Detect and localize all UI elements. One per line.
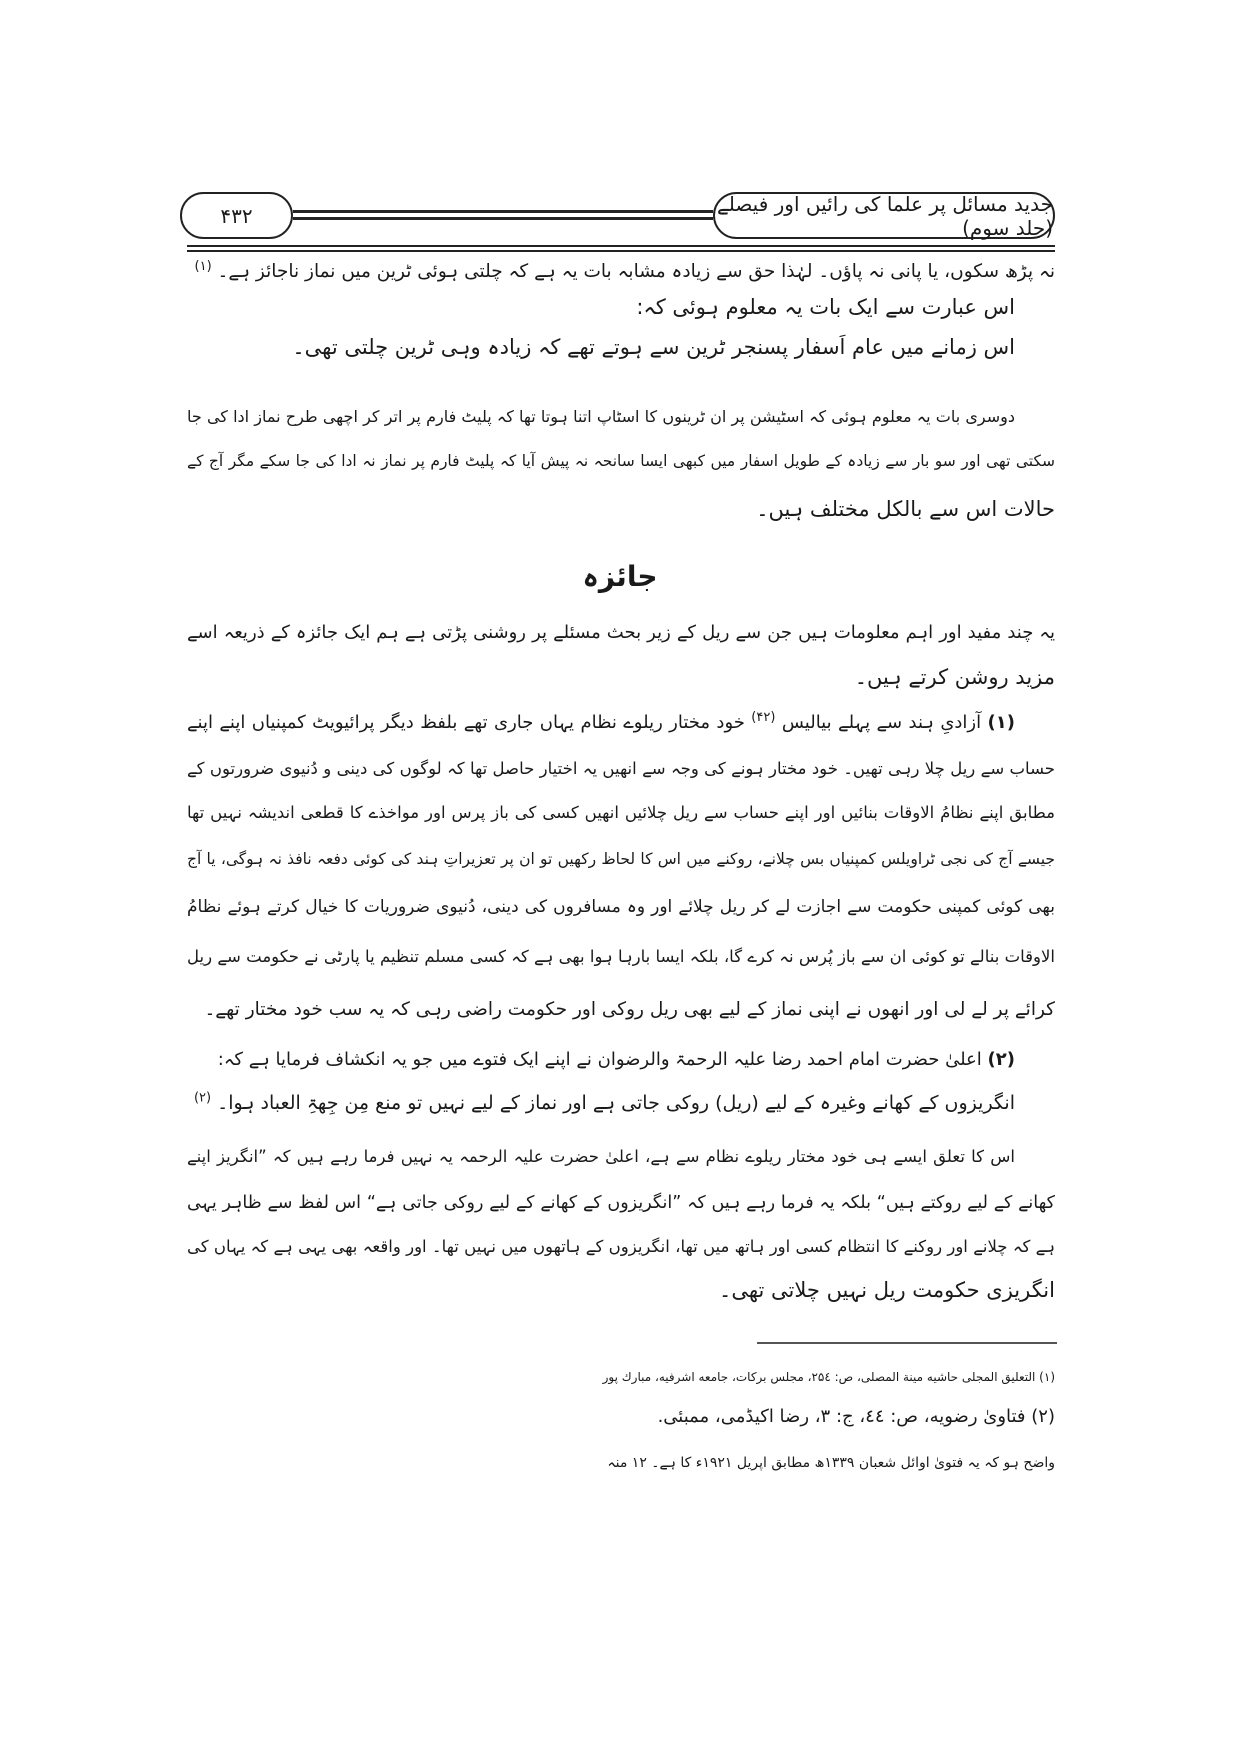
text-line: بھی کوئی کمپنی حکومت سے اجازت لے کر ریل چلائے اور وہ مسافروں کی دینی، دُنیوی ضروریات کا خیال کرتے ہوئے نظامُ: [187, 897, 1055, 917]
section-heading: جائزہ: [582, 560, 658, 593]
book-title: [713, 192, 1055, 239]
text-line: مطابق اپنے نظامُ الاوقات بنائیں اور اپنے حساب سے ریل چلائیں انھیں کسی کی باز پرس اور مواخذے کا قطعی اندیشہ نہیں تھا: [187, 803, 1055, 822]
footnote-2: (۲) فتاویٰ رضويه، ص: ٤٤، ج: ۳، رضا اكيڈمی، ممبئی.: [657, 1406, 1055, 1427]
text-line: اس کا تعلق ایسے ہی خود مختار ریلوے نظام سے ہے، اعلیٰ حضرت علیہ الرحمہ یہ نہیں فرما رہے ہیں کہ ”انگریز اپنے: [187, 1147, 1015, 1166]
quote-line: [187, 1086, 1055, 1120]
text-line: اس عبارت سے ایک بات یہ معلوم ہوئی کہ:: [636, 295, 1015, 319]
point-number: (۲): [987, 1049, 1015, 1070]
point-1-first-line: [187, 706, 1055, 740]
footnote-ref: (۲): [193, 1090, 212, 1106]
point-number: (۱): [987, 712, 1016, 733]
text-line: انگریزی حکومت ریل نہیں چلاتی تھی۔: [719, 1278, 1055, 1302]
header-double-rule-bottom: [293, 217, 713, 220]
line-text: اعلیٰ حضرت امام احمد رضا علیہ الرحمۃ والرضوان نے اپنے ایک فتوے میں جو یہ انکشاف فرمایا ہے کہ:: [217, 1049, 982, 1070]
quote-text: انگریزوں کے کھانے وغیرہ کے لیے (ریل) روکی جاتی ہے اور نماز کے لیے نہیں تو منع مِن جِھۃِ العباد ہوا۔: [217, 1092, 1015, 1114]
text-line: دوسری بات یہ معلوم ہوئی کہ اسٹیشن پر ان ٹرینوں کا اسٹاپ اتنا ہوتا تھا کہ پلیٹ فارم پر اتر کر اچھی طرح نماز ادا کی جا: [187, 407, 1015, 426]
text-line: یہ چند مفید اور اہم معلومات ہیں جن سے ریل کے زیر بحث مسئلے پر روشنی پڑتی ہے ہم ایک جائزہ کے ذریعہ اسے: [187, 622, 1055, 643]
footnote-separator: [757, 1342, 1057, 1344]
text-line: حالات اس سے بالکل مختلف ہیں۔: [756, 497, 1055, 521]
text-line: سکتی تھی اور سو بار سے زیادہ کے طویل اسفار میں کبھی ایسا سانحہ نہ پیش آیا کہ پلیٹ فارم پر نماز نہ ادا کی جا سکے مگر آج کے: [187, 452, 1055, 470]
book-title-text: جدید مسائل پر علما کی رائیں اور فیصلے (جلد سوم): [717, 191, 1053, 240]
text-line: کھانے کے لیے روکتے ہیں“ بلکہ یہ فرما رہے ہیں کہ ”انگریزوں کے کھانے کے لیے روکی جاتی ہے“ اس لفظ سے ظاہر یہی: [187, 1193, 1055, 1213]
page-number-text: ۴۳۲: [220, 203, 253, 228]
text-line: کرائے پر لے لی اور انھوں نے اپنی نماز کے لیے بھی ریل روکی اور حکومت راضی رہی کہ یہ سب خود مختار تھے۔: [204, 999, 1055, 1020]
text-line: [187, 255, 1055, 289]
text-line: ہے کہ چلانے اور روکنے کا انتظام کسی اور ہاتھ میں تھا، انگریزوں کے ہاتھوں میں نہیں تھا۔ اور واقعہ بھی یہی ہے کہ یہاں کی: [187, 1237, 1055, 1256]
line-text: خود مختار ریلوے نظام یہاں جاری تھے بلفظ دیگر پرائیویٹ کمپنیاں اپنے اپنے: [187, 712, 745, 733]
line-text: آزادیِ ہند سے پہلے بیالیس: [781, 712, 982, 733]
footnote-1: (۱) التعليق المجلى حاشيه مينة المصلى، ص: ۲۵٤، مجلس بركات، جامعه اشرفيه، مبارك پور: [602, 1370, 1055, 1384]
footnote-ref: (۴۲): [751, 710, 776, 725]
page-number: [180, 192, 293, 239]
header-double-rule-top: [293, 210, 713, 213]
text-line: حساب سے ریل چلا رہی تھیں۔ خود مختار ہونے کی وجہ سے انھیں یہ اختیار حاصل تھا کہ لوگوں کی دینی و دُنیوی ضرورتوں کے: [187, 759, 1055, 778]
text-line: اس زمانے میں عام اَسفار پسنجر ٹرین سے ہوتے تھے کہ زیادہ وہی ٹرین چلتی تھی۔: [292, 335, 1015, 359]
line-text: نہ پڑھ سکوں، یا پانی نہ پاؤں۔ لہٰذا حق سے زیادہ مشابہ بات یہ ہے کہ چلتی ہوئی ٹرین میں نماز ناجائز ہے۔: [217, 261, 1055, 282]
footnote-note: واضح ہو کہ یہ فتویٰ اوائل شعبان ۱۳۳۹ھ مطابق اپریل ۱۹۲۱ء کا ہے۔ ۱۲ منہ: [607, 1455, 1055, 1471]
header-underline-2: [187, 250, 1055, 252]
text-line: جیسے آج کی نجی ٹراویلس کمپنیاں بس چلانے، روکنے میں اس کا لحاظ رکھیں تو ان پر تعزیراتِ ہند کی کوئی دفعہ نافذ نہ ہوگی، یا آج: [187, 850, 1055, 868]
footnote-ref: (۱): [194, 258, 212, 274]
text-line: الاوقات بنالے تو کوئی ان سے باز پُرس نہ کرے گا، بلکہ ایسا بارہا ہوا بھی ہے کہ کسی مسلم تنظیم یا پارٹی نے حکومت سے ریل: [187, 947, 1055, 966]
text-line: مزید روشن کرتے ہیں۔: [854, 665, 1055, 689]
header-underline-1: [187, 245, 1055, 247]
point-2-line: [187, 1043, 1055, 1077]
